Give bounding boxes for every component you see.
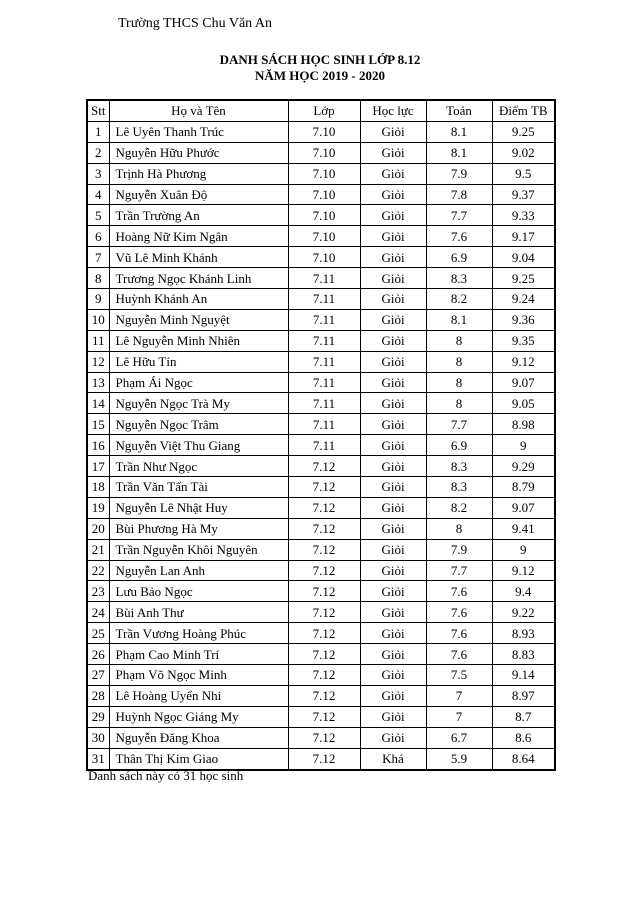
- cell-math: 7.6: [426, 623, 492, 644]
- header-class: Lớp: [288, 100, 360, 121]
- cell-stt: 17: [87, 456, 109, 477]
- cell-class: 7.10: [288, 205, 360, 226]
- cell-math: 8.3: [426, 456, 492, 477]
- cell-class: 7.10: [288, 163, 360, 184]
- cell-stt: 18: [87, 477, 109, 498]
- cell-math: 8: [426, 518, 492, 539]
- cell-math: 8.2: [426, 289, 492, 310]
- cell-rank: Giỏi: [360, 414, 426, 435]
- cell-rank: Giỏi: [360, 518, 426, 539]
- cell-class: 7.11: [288, 414, 360, 435]
- cell-avg: 9.36: [492, 309, 555, 330]
- cell-avg: 9.29: [492, 456, 555, 477]
- cell-name: Nguyễn Lê Nhật Huy: [109, 497, 288, 518]
- cell-name: Trần Vương Hoàng Phúc: [109, 623, 288, 644]
- cell-math: 7.5: [426, 665, 492, 686]
- cell-rank: Giỏi: [360, 351, 426, 372]
- cell-rank: Giỏi: [360, 602, 426, 623]
- cell-class: 7.11: [288, 268, 360, 289]
- cell-class: 7.12: [288, 477, 360, 498]
- cell-name: Bùi Phương Hà My: [109, 518, 288, 539]
- cell-avg: 9.33: [492, 205, 555, 226]
- cell-class: 7.11: [288, 309, 360, 330]
- table-row: [87, 456, 555, 477]
- cell-math: 5.9: [426, 748, 492, 769]
- cell-stt: 28: [87, 685, 109, 706]
- cell-rank: Giỏi: [360, 226, 426, 247]
- student-table: [86, 99, 556, 771]
- cell-math: 8.3: [426, 268, 492, 289]
- cell-stt: 9: [87, 289, 109, 310]
- table-row: [87, 142, 555, 163]
- cell-stt: 10: [87, 309, 109, 330]
- cell-avg: 9.07: [492, 372, 555, 393]
- cell-avg: 9.24: [492, 289, 555, 310]
- cell-stt: 21: [87, 539, 109, 560]
- school-name: Trường THCS Chu Văn An: [118, 16, 272, 31]
- cell-avg: 9.04: [492, 247, 555, 268]
- table-row: [87, 665, 555, 686]
- cell-math: 8.1: [426, 142, 492, 163]
- cell-name: Bùi Anh Thư: [109, 602, 288, 623]
- cell-avg: 9: [492, 539, 555, 560]
- cell-avg: 9.12: [492, 351, 555, 372]
- table-row: [87, 121, 555, 142]
- cell-rank: Giỏi: [360, 163, 426, 184]
- cell-stt: 4: [87, 184, 109, 205]
- table-row: [87, 414, 555, 435]
- cell-avg: 9: [492, 435, 555, 456]
- table-row: [87, 330, 555, 351]
- table-row: [87, 748, 555, 769]
- cell-avg: 9.05: [492, 393, 555, 414]
- cell-rank: Giỏi: [360, 247, 426, 268]
- cell-name: Trần Văn Tấn Tài: [109, 477, 288, 498]
- cell-avg: 9.37: [492, 184, 555, 205]
- cell-math: 6.9: [426, 435, 492, 456]
- cell-class: 7.10: [288, 121, 360, 142]
- cell-name: Trương Ngọc Khánh Linh: [109, 268, 288, 289]
- table-row: [87, 435, 555, 456]
- cell-name: Trịnh Hà Phương: [109, 163, 288, 184]
- cell-name: Thân Thị Kim Giao: [109, 748, 288, 769]
- table-row: [87, 289, 555, 310]
- table-row: [87, 623, 555, 644]
- school-year: NĂM HỌC 2019 - 2020: [255, 68, 385, 83]
- table-row: [87, 518, 555, 539]
- cell-name: Huỳnh Khánh An: [109, 289, 288, 310]
- cell-math: 8.1: [426, 121, 492, 142]
- cell-name: Vũ Lê Minh Khánh: [109, 247, 288, 268]
- cell-stt: 24: [87, 602, 109, 623]
- cell-class: 7.11: [288, 435, 360, 456]
- cell-stt: 13: [87, 372, 109, 393]
- cell-name: Trần Như Ngọc: [109, 456, 288, 477]
- cell-avg: 8.83: [492, 644, 555, 665]
- table-row: [87, 372, 555, 393]
- cell-stt: 19: [87, 497, 109, 518]
- cell-rank: Giỏi: [360, 142, 426, 163]
- cell-name: Lê Nguyễn Minh Nhiên: [109, 330, 288, 351]
- cell-name: Nguyễn Minh Nguyệt: [109, 309, 288, 330]
- cell-name: Lê Uyên Thanh Trúc: [109, 121, 288, 142]
- cell-rank: Giỏi: [360, 623, 426, 644]
- cell-avg: 8.98: [492, 414, 555, 435]
- table-row: [87, 351, 555, 372]
- cell-math: 6.7: [426, 727, 492, 748]
- cell-math: 8: [426, 330, 492, 351]
- table-row: [87, 644, 555, 665]
- cell-class: 7.12: [288, 602, 360, 623]
- cell-name: Lê Hoàng Uyển Nhi: [109, 685, 288, 706]
- table-row: [87, 602, 555, 623]
- cell-stt: 1: [87, 121, 109, 142]
- cell-name: Nguyễn Xuân Độ: [109, 184, 288, 205]
- cell-name: Phạm Cao Minh Trí: [109, 644, 288, 665]
- cell-avg: 9.22: [492, 602, 555, 623]
- cell-class: 7.12: [288, 623, 360, 644]
- cell-name: Phạm Võ Ngọc Minh: [109, 665, 288, 686]
- cell-avg: 9.41: [492, 518, 555, 539]
- cell-avg: 8.93: [492, 623, 555, 644]
- cell-stt: 23: [87, 581, 109, 602]
- cell-avg: 9.02: [492, 142, 555, 163]
- cell-class: 7.10: [288, 247, 360, 268]
- table-row: [87, 497, 555, 518]
- cell-math: 7.9: [426, 163, 492, 184]
- cell-name: Nguyễn Hữu Phước: [109, 142, 288, 163]
- cell-class: 7.11: [288, 372, 360, 393]
- cell-stt: 25: [87, 623, 109, 644]
- cell-avg: 9.25: [492, 268, 555, 289]
- header-math: Toán: [426, 100, 492, 121]
- cell-avg: 9.12: [492, 560, 555, 581]
- cell-stt: 11: [87, 330, 109, 351]
- cell-rank: Giỏi: [360, 435, 426, 456]
- header-stt: Stt: [87, 100, 109, 121]
- cell-math: 7.6: [426, 581, 492, 602]
- cell-stt: 5: [87, 205, 109, 226]
- cell-math: 7: [426, 685, 492, 706]
- cell-class: 7.10: [288, 226, 360, 247]
- cell-rank: Giỏi: [360, 581, 426, 602]
- cell-math: 8.2: [426, 497, 492, 518]
- cell-stt: 12: [87, 351, 109, 372]
- cell-stt: 15: [87, 414, 109, 435]
- table-row: [87, 539, 555, 560]
- cell-math: 6.9: [426, 247, 492, 268]
- cell-class: 7.12: [288, 644, 360, 665]
- cell-avg: 8.7: [492, 706, 555, 727]
- cell-avg: 8.97: [492, 685, 555, 706]
- cell-avg: 9.25: [492, 121, 555, 142]
- cell-rank: Giỏi: [360, 685, 426, 706]
- cell-name: Trần Trường An: [109, 205, 288, 226]
- header-rank: Học lực: [360, 100, 426, 121]
- cell-class: 7.12: [288, 497, 360, 518]
- cell-rank: Giỏi: [360, 289, 426, 310]
- cell-name: Nguyễn Việt Thu Giang: [109, 435, 288, 456]
- cell-math: 7.7: [426, 205, 492, 226]
- table-row: [87, 184, 555, 205]
- cell-math: 8.1: [426, 309, 492, 330]
- cell-rank: Giỏi: [360, 309, 426, 330]
- cell-class: 7.11: [288, 289, 360, 310]
- cell-class: 7.12: [288, 727, 360, 748]
- cell-avg: 8.6: [492, 727, 555, 748]
- cell-class: 7.12: [288, 748, 360, 769]
- cell-math: 7.6: [426, 644, 492, 665]
- cell-name: Phạm Ái Ngọc: [109, 372, 288, 393]
- cell-rank: Giỏi: [360, 644, 426, 665]
- table-row: [87, 727, 555, 748]
- cell-avg: 9.07: [492, 497, 555, 518]
- cell-stt: 29: [87, 706, 109, 727]
- document-title: DANH SÁCH HỌC SINH LỚP 8.12: [219, 52, 421, 67]
- cell-math: 8.3: [426, 477, 492, 498]
- cell-name: Trần Nguyễn Khôi Nguyên: [109, 539, 288, 560]
- cell-rank: Giỏi: [360, 205, 426, 226]
- cell-avg: 9.35: [492, 330, 555, 351]
- cell-class: 7.10: [288, 142, 360, 163]
- cell-stt: 8: [87, 268, 109, 289]
- cell-class: 7.12: [288, 581, 360, 602]
- cell-stt: 31: [87, 748, 109, 769]
- cell-stt: 3: [87, 163, 109, 184]
- cell-class: 7.11: [288, 393, 360, 414]
- cell-avg: 8.64: [492, 748, 555, 769]
- cell-class: 7.12: [288, 518, 360, 539]
- cell-class: 7.11: [288, 330, 360, 351]
- cell-class: 7.11: [288, 351, 360, 372]
- table-row: [87, 706, 555, 727]
- cell-name: Nguyễn Đăng Khoa: [109, 727, 288, 748]
- cell-stt: 6: [87, 226, 109, 247]
- cell-name: Lê Hữu Tín: [109, 351, 288, 372]
- header-name: Họ và Tên: [109, 100, 288, 121]
- cell-class: 7.12: [288, 560, 360, 581]
- cell-rank: Giỏi: [360, 456, 426, 477]
- cell-math: 7.6: [426, 226, 492, 247]
- cell-avg: 9.17: [492, 226, 555, 247]
- cell-stt: 14: [87, 393, 109, 414]
- cell-rank: Giỏi: [360, 477, 426, 498]
- cell-name: Nguyễn Ngọc Trà My: [109, 393, 288, 414]
- cell-stt: 16: [87, 435, 109, 456]
- cell-name: Nguyễn Ngọc Trâm: [109, 414, 288, 435]
- table-row: [87, 560, 555, 581]
- cell-math: 7: [426, 706, 492, 727]
- cell-rank: Giỏi: [360, 121, 426, 142]
- cell-rank: Giỏi: [360, 268, 426, 289]
- cell-avg: 9.5: [492, 163, 555, 184]
- table-row: [87, 581, 555, 602]
- cell-stt: 2: [87, 142, 109, 163]
- table-row: [87, 205, 555, 226]
- cell-avg: 9.4: [492, 581, 555, 602]
- table-row: [87, 477, 555, 498]
- cell-rank: Giỏi: [360, 539, 426, 560]
- cell-math: 7.7: [426, 560, 492, 581]
- cell-rank: Giỏi: [360, 706, 426, 727]
- cell-rank: Giỏi: [360, 330, 426, 351]
- cell-class: 7.12: [288, 706, 360, 727]
- footer-note: Danh sách này có 31 học sinh: [88, 768, 244, 783]
- cell-math: 7.7: [426, 414, 492, 435]
- cell-rank: Giỏi: [360, 393, 426, 414]
- header-avg: Điểm TB: [492, 100, 555, 121]
- cell-avg: 9.14: [492, 665, 555, 686]
- cell-class: 7.12: [288, 685, 360, 706]
- cell-rank: Giỏi: [360, 184, 426, 205]
- cell-rank: Giỏi: [360, 560, 426, 581]
- cell-math: 8: [426, 351, 492, 372]
- cell-rank: Giỏi: [360, 727, 426, 748]
- cell-class: 7.12: [288, 665, 360, 686]
- cell-math: 7.9: [426, 539, 492, 560]
- cell-math: 8: [426, 372, 492, 393]
- cell-rank: Giỏi: [360, 372, 426, 393]
- cell-name: Lưu Bảo Ngọc: [109, 581, 288, 602]
- table-header-row: [87, 100, 555, 121]
- cell-math: 7.8: [426, 184, 492, 205]
- cell-avg: 8.79: [492, 477, 555, 498]
- table-row: [87, 685, 555, 706]
- cell-stt: 30: [87, 727, 109, 748]
- cell-stt: 26: [87, 644, 109, 665]
- table-row: [87, 247, 555, 268]
- table-row: [87, 268, 555, 289]
- cell-rank: Giỏi: [360, 497, 426, 518]
- cell-stt: 27: [87, 665, 109, 686]
- cell-name: Hoàng Nữ Kim Ngân: [109, 226, 288, 247]
- cell-math: 8: [426, 393, 492, 414]
- cell-stt: 7: [87, 247, 109, 268]
- cell-stt: 22: [87, 560, 109, 581]
- cell-math: 7.6: [426, 602, 492, 623]
- table-row: [87, 393, 555, 414]
- table-row: [87, 163, 555, 184]
- table-row: [87, 226, 555, 247]
- cell-class: 7.12: [288, 456, 360, 477]
- cell-class: 7.10: [288, 184, 360, 205]
- cell-rank: Giỏi: [360, 665, 426, 686]
- cell-name: Huỳnh Ngọc Giáng My: [109, 706, 288, 727]
- cell-rank: Khá: [360, 748, 426, 769]
- cell-stt: 20: [87, 518, 109, 539]
- table-row: [87, 309, 555, 330]
- cell-name: Nguyễn Lan Anh: [109, 560, 288, 581]
- cell-class: 7.12: [288, 539, 360, 560]
